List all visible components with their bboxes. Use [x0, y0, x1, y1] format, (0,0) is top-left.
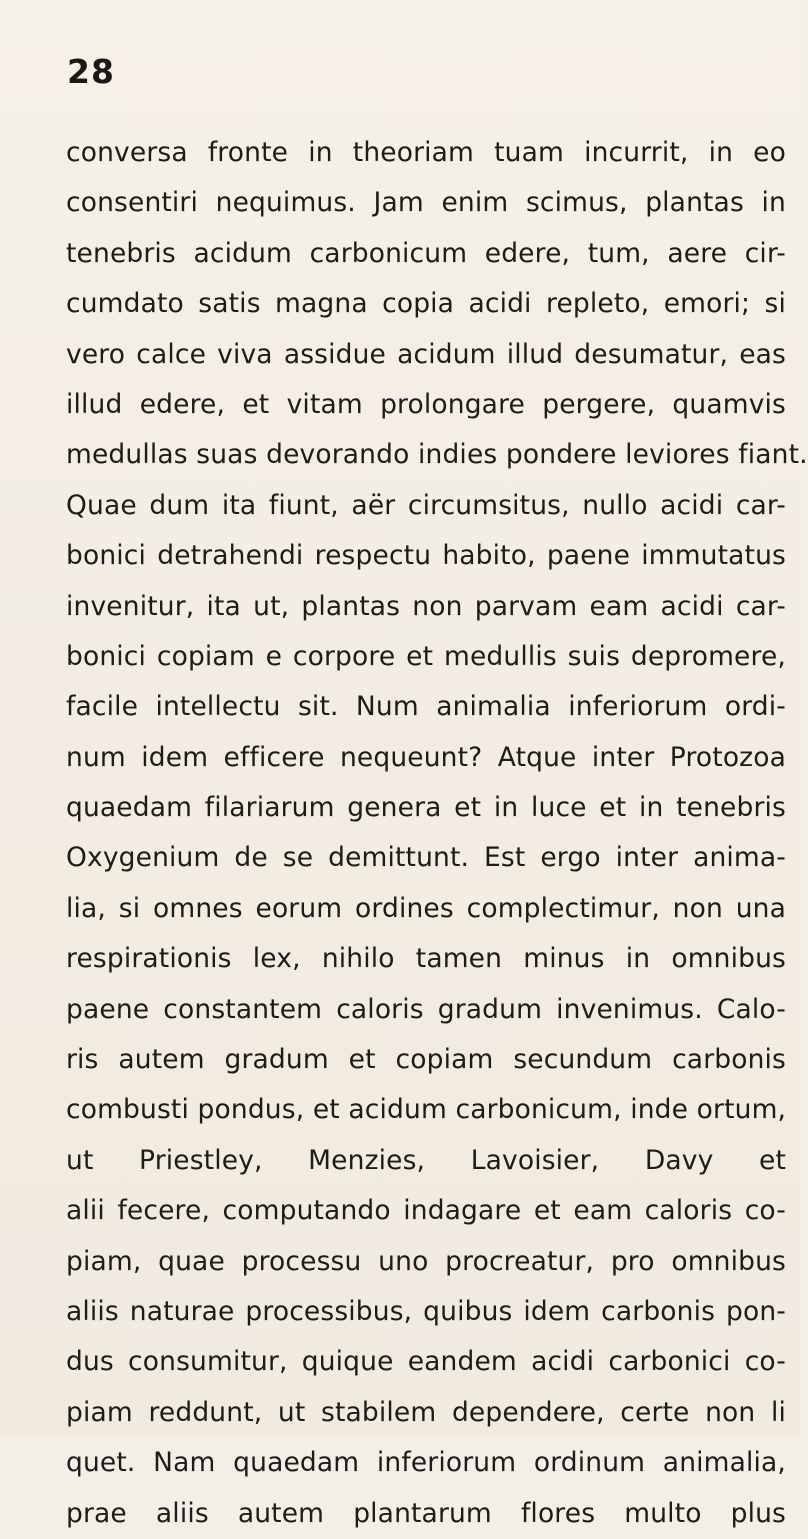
- text-line: combusti pondus, et acidum carbonicum, inde ortum,: [66, 1094, 787, 1126]
- text-line: prae aliis autem plantarum flores multo plus: [66, 1497, 786, 1529]
- text-line: aliis naturae processibus, quibus idem carbonis pon-: [66, 1295, 786, 1327]
- text-line: alii fecere, computando indagare et eam caloris co-: [66, 1195, 786, 1227]
- text-line: cumdato satis magna copia acidi repleto, emori; si: [66, 288, 786, 320]
- text-line: ut Priestley, Menzies, Lavoisier, Davy et: [66, 1144, 786, 1176]
- text-line: bonici detrahendi respectu habito, paene immutatus: [66, 540, 786, 572]
- text-line: bonici copiam e corpore et medullis suis depromere,: [66, 640, 786, 672]
- page-number: 28: [67, 52, 115, 91]
- text-line: quaedam filariarum genera et in luce et in tenebris: [66, 792, 786, 824]
- text-line: medullas suas devorando indies pondere leviores fiant.: [66, 439, 808, 471]
- text-line: invenitur, ita ut, plantas non parvam eam acidi car-: [66, 590, 786, 622]
- text-line: facile intellectu sit. Num animalia inferiorum ordi-: [66, 691, 786, 723]
- text-line: ris autem gradum et copiam secundum carbonis: [66, 1044, 786, 1076]
- text-line: paene constantem caloris gradum invenimus. Calo-: [66, 993, 786, 1025]
- text-line: num idem efficere nequeunt? Atque inter Protozoa: [66, 741, 786, 773]
- text-line: dus consumitur, quique eandem acidi carbonici co-: [66, 1346, 786, 1378]
- text-line: Oxygenium de se demittunt. Est ergo inter anima-: [66, 842, 786, 874]
- body-text: [66, 128, 808, 1539]
- text-line: lia, si omnes eorum ordines complectimur, non una: [66, 892, 786, 924]
- text-line: tenebris acidum carbonicum edere, tum, aere cir-: [66, 237, 786, 269]
- text-line: piam reddunt, ut stabilem dependere, certe non li: [66, 1396, 786, 1428]
- text-line: respirationis lex, nihilo tamen minus in omnibus: [66, 943, 786, 975]
- text-line: consentiri nequimus. Jam enim scimus, plantas in: [66, 187, 786, 219]
- text-line: quet. Nam quaedam inferiorum ordinum animalia,: [66, 1447, 786, 1479]
- text-line: conversa fronte in theoriam tuam incurrit, in eo: [66, 137, 786, 168]
- text-line: vero calce viva assidue acidum illud desumatur, eas: [66, 338, 786, 370]
- text-line: piam, quae processu uno procreatur, pro omnibus: [66, 1245, 786, 1277]
- text-line: illud edere, et vitam prolongare pergere, quamvis: [66, 388, 786, 420]
- text-line: Quae dum ita fiunt, aër circumsitus, nullo acidi car-: [66, 489, 786, 521]
